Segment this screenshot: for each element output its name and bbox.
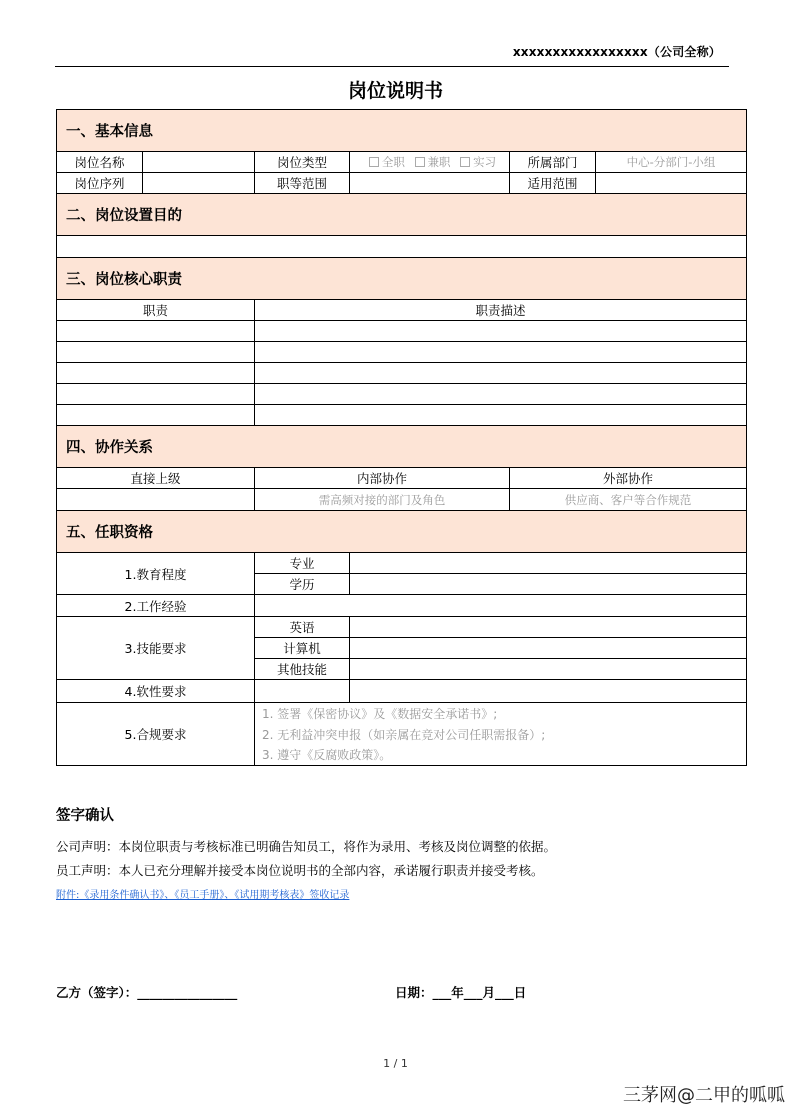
duty-description-cell[interactable] — [255, 384, 747, 405]
section-basic-info: 一、基本信息 — [57, 110, 747, 152]
checkbox-full-time[interactable] — [369, 157, 379, 167]
watermark: 三茅网@二甲的呱呱 — [623, 1085, 785, 1106]
compliance-item-1: 1. 签署《保密协议》及《数据安全承诺书》; — [255, 703, 747, 724]
field-experience[interactable] — [255, 595, 747, 617]
field-soft-requirements[interactable] — [350, 680, 747, 703]
section-core-duties: 三、岗位核心职责 — [57, 258, 747, 300]
field-internal-cooperation[interactable]: 需高频对接的部门及角色 — [255, 489, 510, 511]
section-cooperation: 四、协作关系 — [57, 426, 747, 468]
field-grade-range[interactable] — [350, 173, 510, 194]
section-qualifications: 五、任职资格 — [57, 511, 747, 553]
label-major: 专业 — [255, 553, 350, 574]
field-direct-superior[interactable] — [57, 489, 255, 511]
duty-cell[interactable] — [57, 384, 255, 405]
duty-description-cell[interactable] — [255, 342, 747, 363]
company-statement: 公司声明：本岗位职责与考核标准已明确告知员工，将作为录用、考核及岗位调整的依据。 — [56, 839, 557, 854]
label-education: 1.教育程度 — [57, 553, 255, 595]
label-department: 所属部门 — [510, 152, 596, 173]
field-external-cooperation[interactable]: 供应商、客户等合作规范 — [510, 489, 747, 511]
label-position-type: 岗位类型 — [255, 152, 350, 173]
duty-cell[interactable] — [57, 321, 255, 342]
job-description-table — [56, 109, 747, 766]
field-department[interactable]: 中心-分部门-小组 — [596, 152, 747, 173]
header-internal-cooperation: 内部协作 — [255, 468, 510, 489]
field-scope[interactable] — [596, 173, 747, 194]
duty-cell[interactable] — [57, 405, 255, 426]
label-scope: 适用范围 — [510, 173, 596, 194]
field-english[interactable] — [350, 617, 747, 638]
header-direct-superior: 直接上级 — [57, 468, 255, 489]
label-english: 英语 — [255, 617, 350, 638]
checkbox-intern[interactable] — [460, 157, 470, 167]
label-computer: 计算机 — [255, 638, 350, 659]
page-number: 1 / 1 — [383, 1057, 408, 1070]
label-grade-range: 职等范围 — [255, 173, 350, 194]
compliance-item-2: 2. 无利益冲突申报（如亲属在竞对公司任职需报备）; — [255, 724, 747, 745]
header-duty-description: 职责描述 — [255, 300, 747, 321]
header-divider — [55, 66, 729, 67]
field-sequence[interactable] — [143, 173, 255, 194]
option-full-time: 全职 — [381, 155, 405, 169]
field-position-type — [350, 152, 510, 173]
label-compliance: 5.合规要求 — [57, 703, 255, 766]
option-part-time: 兼职 — [427, 155, 451, 169]
duty-description-cell[interactable] — [255, 405, 747, 426]
field-purpose[interactable] — [57, 236, 747, 258]
compliance-item-3: 3. 遵守《反腐败政策》。 — [255, 745, 747, 766]
employee-statement: 员工声明：本人已充分理解并接受本岗位说明书的全部内容，承诺履行职责并接受考核。 — [56, 863, 544, 878]
checkbox-part-time[interactable] — [415, 157, 425, 167]
field-degree[interactable] — [350, 574, 747, 595]
duty-description-cell[interactable] — [255, 363, 747, 384]
label-soft-requirements: 4.软性要求 — [57, 680, 255, 703]
signature-title: 签字确认 — [56, 808, 114, 824]
attachment-link[interactable]: 附件:《录用条件确认书》、《员工手册》、《试用期考核表》签收记录 — [56, 890, 350, 901]
signature-date[interactable]: 日期：___年___月___日 — [395, 985, 527, 1000]
label-skills: 3.技能要求 — [57, 617, 255, 680]
field-major[interactable] — [350, 553, 747, 574]
duty-description-cell[interactable] — [255, 321, 747, 342]
option-intern: 实习 — [473, 155, 497, 169]
field-position-name[interactable] — [143, 152, 255, 173]
field-other-skills[interactable] — [350, 659, 747, 680]
label-other-skills: 其他技能 — [255, 659, 350, 680]
field-soft-sub[interactable] — [255, 680, 350, 703]
company-name: xxxxxxxxxxxxxxxxx（公司全称） — [512, 45, 721, 59]
page-title: 岗位说明书 — [347, 80, 443, 102]
label-sequence: 岗位序列 — [57, 173, 143, 194]
label-degree: 学历 — [255, 574, 350, 595]
section-purpose: 二、岗位设置目的 — [57, 194, 747, 236]
duty-cell[interactable] — [57, 363, 255, 384]
label-experience: 2.工作经验 — [57, 595, 255, 617]
field-computer[interactable] — [350, 638, 747, 659]
header-external-cooperation: 外部协作 — [510, 468, 747, 489]
party-b-signature[interactable]: 乙方（签字）：________________ — [56, 985, 238, 1000]
header-duty: 职责 — [57, 300, 255, 321]
duty-cell[interactable] — [57, 342, 255, 363]
label-position-name: 岗位名称 — [57, 152, 143, 173]
